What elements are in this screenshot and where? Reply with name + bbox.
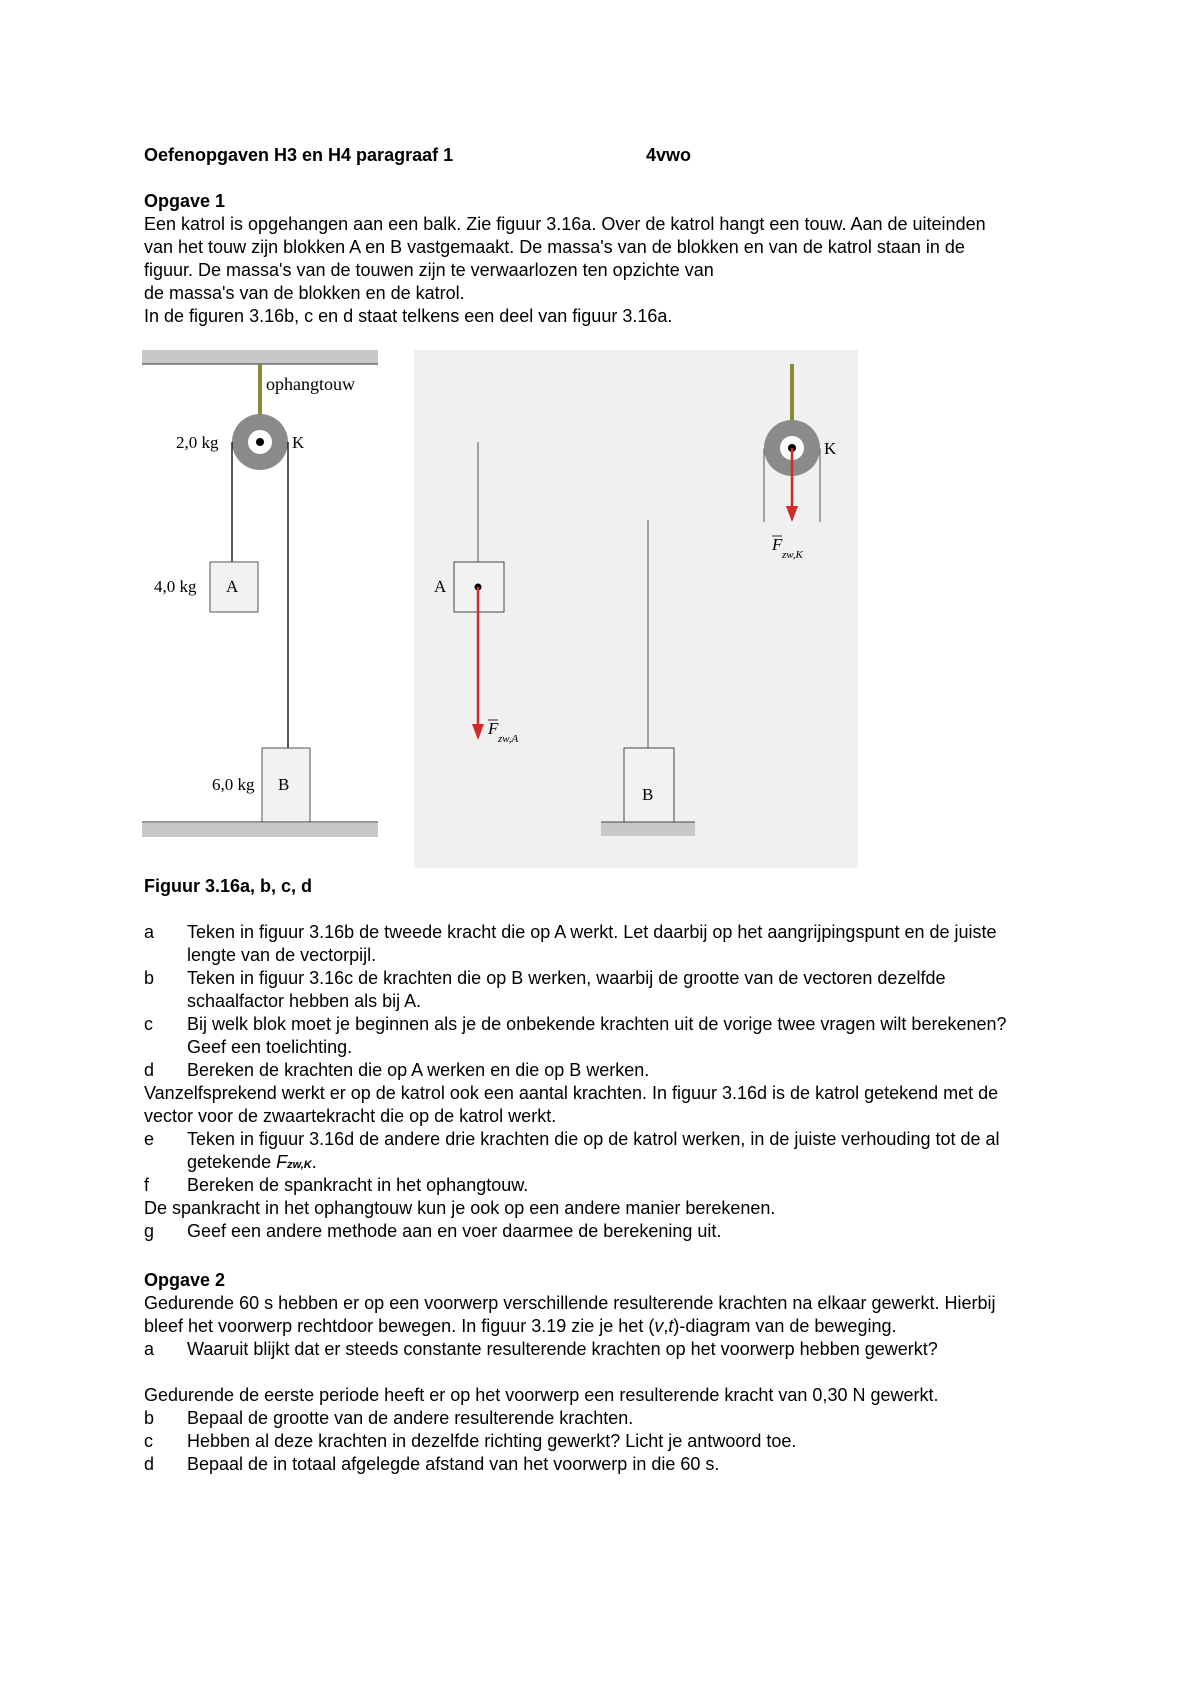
- opgave1-intro-line: figuur. De massa's van de touwen zijn te verwaarlozen ten opzichte van: [144, 260, 714, 280]
- question-text: Waaruit blijkt dat er steeds constante resulterende krachten op het voorwerp hebben gewerkt?: [187, 1339, 938, 1359]
- force-symbol: F: [276, 1152, 288, 1172]
- question-text: Teken in figuur 3.16c de krachten die op B werken, waarbij de grootte van de vectoren dezelfde: [187, 968, 946, 988]
- question-label: a: [144, 1339, 155, 1359]
- question-label: d: [144, 1060, 155, 1080]
- opgave2-intro-line: bleef het voorwerp rechtdoor bewegen. In figuur 3.19 zie je het (v,t)-diagram van de beweging.: [144, 1316, 897, 1336]
- document-level: 4vwo: [646, 145, 692, 165]
- after-f-text: De spankracht in het ophangtouw kun je ook op een andere manier berekenen.: [144, 1198, 776, 1218]
- question-text: Bepaal de in totaal afgelegde afstand van het voorwerp in die 60 s.: [187, 1454, 720, 1474]
- question-text: Bepaal de grootte van de andere resulterende krachten.: [187, 1408, 634, 1428]
- force-subscript: zw,K: [287, 1159, 312, 1171]
- block-a-fig-b-label: A: [434, 577, 447, 596]
- ophangtouw-label: ophangtouw: [266, 374, 355, 394]
- question-text: Geef een toelichting.: [187, 1037, 353, 1057]
- figure-caption: Figuur 3.16a, b, c, d: [144, 876, 313, 896]
- question-label: a: [144, 922, 155, 942]
- mass-a-label: 4,0 kg: [154, 577, 197, 596]
- block-a-label: A: [226, 577, 239, 596]
- mass-b-label: 6,0 kg: [212, 775, 255, 794]
- opgave1-intro-line: van het touw zijn blokken A en B vastgemaakt. De massa's van de blokken en van de katrol staan in de: [144, 237, 965, 257]
- force-k-label: F: [772, 535, 783, 554]
- question-label: g: [144, 1221, 155, 1241]
- opgave1-intro-line: Een katrol is opgehangen aan een balk. Zie figuur 3.16a. Over de katrol hangt een touw. Aan de uiteinden: [144, 214, 986, 234]
- opgave2-heading: Opgave 2: [144, 1270, 226, 1290]
- question-text-e2: getekende Fzw,K.: [187, 1152, 317, 1172]
- question-text: Teken in figuur 3.16b de tweede kracht die op A werkt. Let daarbij op het aangrijpingspunt en de juiste: [187, 922, 997, 942]
- k-fig-d-label: K: [824, 439, 837, 458]
- question-label: b: [144, 968, 155, 988]
- opgave1-intro-line: In de figuren 3.16b, c en d staat telkens een deel van figuur 3.16a.: [144, 306, 673, 326]
- k-label: K: [292, 433, 305, 452]
- figure-3-16bcd: [414, 350, 858, 870]
- question-label: d: [144, 1454, 155, 1474]
- middle-text-line: vector voor de zwaartekracht die op de katrol werkt.: [144, 1106, 557, 1126]
- question-text: Bij welk blok moet je beginnen als je de onbekende krachten uit de vorige twee vragen wilt berekenen?: [187, 1014, 1007, 1034]
- question-text: Geef een andere methode aan en voer daarmee de berekening uit.: [187, 1221, 722, 1241]
- question-label: c: [144, 1431, 153, 1451]
- question-text: Hebben al deze krachten in dezelfde richting gewerkt? Licht je antwoord toe.: [187, 1431, 797, 1451]
- force-k-sub: zw,K: [782, 549, 803, 561]
- opgave1-heading: Opgave 1: [144, 191, 226, 211]
- question-text: Teken in figuur 3.16d de andere drie krachten die op de katrol werken, in de juiste verhouding tot de al: [187, 1129, 1000, 1149]
- opgave2-intro-line: Gedurende 60 s hebben er op een voorwerp verschillende resulterende krachten na elkaar gewerkt. Hierbij: [144, 1293, 996, 1313]
- question-label: b: [144, 1408, 155, 1428]
- figure-3-16a: [142, 350, 382, 840]
- document-title: Oefenopgaven H3 en H4 paragraaf 1: [144, 145, 454, 165]
- middle-text-line: Vanzelfsprekend werkt er op de katrol ook een aantal krachten. In figuur 3.16d is de katrol getekend met de: [144, 1083, 999, 1103]
- force-a-sub: zw,A: [498, 733, 519, 745]
- question-label: e: [144, 1129, 155, 1149]
- opgave1-intro-line: de massa's van de blokken en de katrol.: [144, 283, 465, 303]
- question-label: c: [144, 1014, 153, 1034]
- block-b-fig-c-label: B: [642, 785, 654, 804]
- question-text: Bereken de krachten die op A werken en die op B werken.: [187, 1060, 650, 1080]
- mass-k-label: 2,0 kg: [176, 433, 219, 452]
- question-text: lengte van de vectorpijl.: [187, 945, 377, 965]
- question-text: Bereken de spankracht in het ophangtouw.: [187, 1175, 529, 1195]
- opgave2-middle: Gedurende de eerste periode heeft er op het voorwerp een resulterende kracht van 0,30 N gewerkt.: [144, 1385, 939, 1405]
- question-label: f: [144, 1175, 150, 1195]
- force-a-label: F: [488, 719, 499, 738]
- question-text: schaalfactor hebben als bij A.: [187, 991, 422, 1011]
- block-b-label: B: [278, 775, 290, 794]
